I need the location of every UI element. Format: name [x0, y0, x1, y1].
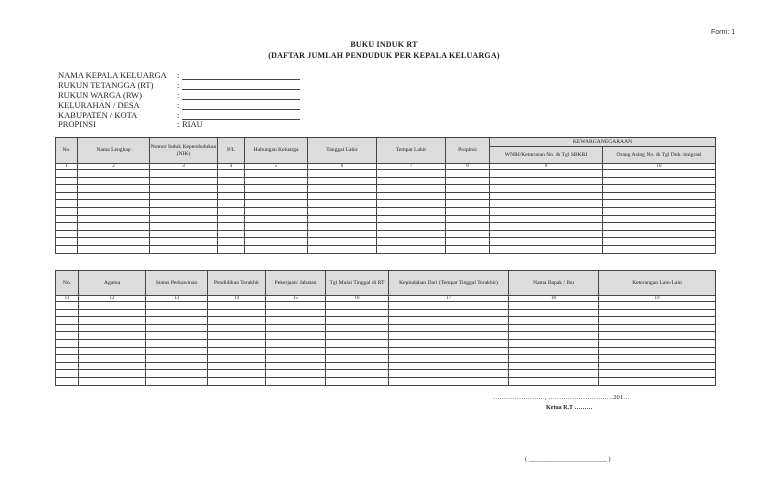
table-cell[interactable] [509, 355, 599, 363]
column-number: 6 [308, 164, 377, 170]
table-cell[interactable] [377, 238, 446, 246]
column-number: 1 [56, 164, 78, 170]
table-cell[interactable] [308, 223, 377, 231]
table-cell[interactable] [78, 223, 150, 231]
table-row [56, 370, 716, 378]
table-cell[interactable] [308, 200, 377, 208]
field-colon: : [177, 70, 180, 80]
column-number: 7 [377, 164, 446, 170]
table-cell[interactable] [245, 238, 308, 246]
table-cell[interactable] [326, 332, 389, 340]
table-cell[interactable] [79, 309, 146, 317]
form-number: Form: 1 [711, 29, 736, 36]
table-cell[interactable] [599, 370, 716, 378]
col-header-orang-asing: Orang Asing No. & Tgl Dok. imigrasi [603, 147, 716, 164]
table-cell[interactable] [446, 230, 490, 238]
table-cell[interactable] [208, 362, 266, 370]
table-cell[interactable] [490, 223, 603, 231]
column-number: 15 [266, 296, 326, 302]
table-cell[interactable] [245, 177, 308, 185]
table-cell[interactable] [446, 245, 490, 253]
field-blank-line [182, 79, 300, 80]
field-colon: : [177, 119, 180, 130]
field-blank-line [182, 89, 300, 90]
table-cell[interactable] [208, 339, 266, 347]
table-cell[interactable] [146, 324, 208, 332]
table-cell[interactable] [509, 309, 599, 317]
table-cell[interactable] [490, 170, 603, 178]
table-cell[interactable] [509, 347, 599, 355]
table-row [56, 230, 716, 238]
table-cell[interactable] [146, 370, 208, 378]
table-cell[interactable] [150, 200, 218, 208]
field-label: RUKUN WARGA (RW) [58, 89, 142, 100]
table-row [56, 377, 716, 385]
table-cell[interactable] [490, 200, 603, 208]
col-header-kepindahan-dari: Kepindahan Dari (Tempat Tinggal Terakhir) [389, 271, 509, 296]
table-cell[interactable] [377, 215, 446, 223]
table-row [56, 177, 716, 185]
table-cell[interactable] [56, 355, 79, 363]
table-cell[interactable] [79, 370, 146, 378]
table-cell[interactable] [446, 192, 490, 200]
table-cell[interactable] [308, 192, 377, 200]
table-row [56, 223, 716, 231]
table-row [56, 362, 716, 370]
table-cell[interactable] [326, 324, 389, 332]
table-cell[interactable] [599, 347, 716, 355]
table-cell[interactable] [490, 177, 603, 185]
table-cell[interactable] [56, 309, 79, 317]
field-colon: : [177, 79, 180, 90]
col-header-agama: Agama [79, 271, 146, 296]
field-colon: : [177, 89, 180, 100]
table-cell[interactable] [79, 302, 146, 310]
table-cell[interactable] [599, 309, 716, 317]
table-cell[interactable] [208, 324, 266, 332]
table-cell[interactable] [509, 317, 599, 325]
table-cell[interactable] [79, 332, 146, 340]
table-cell[interactable] [245, 230, 308, 238]
table-cell[interactable] [308, 177, 377, 185]
table-cell[interactable] [218, 223, 245, 231]
field-blank-line [182, 99, 300, 100]
column-number: 8 [446, 164, 490, 170]
table-cell[interactable] [603, 192, 716, 200]
table-cell[interactable] [78, 185, 150, 193]
table-cell[interactable] [326, 302, 389, 310]
table-cell[interactable] [446, 177, 490, 185]
table-cell[interactable] [308, 230, 377, 238]
table-row [56, 317, 716, 325]
table-cell[interactable] [56, 302, 79, 310]
table-cell[interactable] [56, 207, 78, 215]
table-cell[interactable] [245, 223, 308, 231]
table-cell[interactable] [509, 324, 599, 332]
table-cell[interactable] [446, 200, 490, 208]
table-cell[interactable] [150, 177, 218, 185]
table-cell[interactable] [79, 324, 146, 332]
table-cell[interactable] [78, 192, 150, 200]
table-cell[interactable] [603, 223, 716, 231]
table-cell[interactable] [509, 302, 599, 310]
column-number: 14 [208, 296, 266, 302]
table-cell[interactable] [79, 339, 146, 347]
col-header-tanggal-lahir: Tanggal Lahir [308, 138, 377, 164]
table-cell[interactable] [56, 377, 79, 385]
table-row [56, 355, 716, 363]
table-cell[interactable] [150, 215, 218, 223]
column-number: 4 [218, 164, 245, 170]
table-cell[interactable] [78, 215, 150, 223]
table-cell[interactable] [78, 245, 150, 253]
table-cell[interactable] [146, 317, 208, 325]
table-cell[interactable] [150, 223, 218, 231]
table-cell[interactable] [509, 377, 599, 385]
table-cell[interactable] [326, 362, 389, 370]
signature-role: Ketua R.T ……… [546, 405, 593, 411]
table-cell[interactable] [490, 192, 603, 200]
table-cell[interactable] [266, 377, 326, 385]
table-cell[interactable] [78, 238, 150, 246]
col-header-pekerjaan-jabatan: Pekerjaan/ Jabatan [266, 271, 326, 296]
table-cell[interactable] [599, 317, 716, 325]
table-cell[interactable] [218, 245, 245, 253]
table-cell[interactable] [56, 170, 78, 178]
table-cell[interactable] [218, 177, 245, 185]
table-cell[interactable] [326, 309, 389, 317]
table-cell[interactable] [377, 192, 446, 200]
col-header-no: No. [56, 271, 79, 296]
table-row [56, 215, 716, 223]
table-cell[interactable] [79, 377, 146, 385]
table-cell[interactable] [245, 207, 308, 215]
table-cell[interactable] [389, 370, 509, 378]
table-cell[interactable] [377, 200, 446, 208]
table-cell[interactable] [308, 215, 377, 223]
table-cell[interactable] [599, 362, 716, 370]
table-cell[interactable] [56, 215, 78, 223]
table-cell[interactable] [377, 185, 446, 193]
table-cell[interactable] [78, 170, 150, 178]
table-cell[interactable] [56, 200, 78, 208]
table-cell[interactable] [377, 245, 446, 253]
table-cell[interactable] [208, 355, 266, 363]
table-cell[interactable] [599, 339, 716, 347]
table-cell[interactable] [509, 332, 599, 340]
table-row [56, 347, 716, 355]
table-cell[interactable] [218, 230, 245, 238]
table-cell[interactable] [389, 309, 509, 317]
table-cell[interactable] [150, 192, 218, 200]
table-cell[interactable] [599, 377, 716, 385]
table-cell[interactable] [603, 245, 716, 253]
column-number: 11 [56, 296, 79, 302]
table-cell[interactable] [56, 185, 78, 193]
document-title: BUKU INDUK RT [350, 40, 418, 49]
col-header-nama-bapak-ibu: Nama Bapak / Ibu [509, 271, 599, 296]
table-cell[interactable] [599, 332, 716, 340]
document-subtitle: (DAFTAR JUMLAH PENDUDUK PER KEPALA KELUARGA) [268, 51, 500, 60]
table-cell[interactable] [490, 245, 603, 253]
column-number: 19 [599, 296, 716, 302]
table-cell[interactable] [446, 170, 490, 178]
table-cell[interactable] [266, 362, 326, 370]
col-header-pendidikan-terakhir: Pendidikan Terakhir [208, 271, 266, 296]
table-cell[interactable] [208, 370, 266, 378]
table-cell[interactable] [150, 207, 218, 215]
table-cell[interactable] [218, 238, 245, 246]
table-cell[interactable] [78, 207, 150, 215]
field-colon: : [177, 109, 180, 120]
table-cell[interactable] [266, 309, 326, 317]
table-cell[interactable] [389, 347, 509, 355]
column-number: 5 [245, 164, 308, 170]
col-header-nama-lengkap: Nama Lengkap [78, 138, 150, 164]
table-cell[interactable] [208, 317, 266, 325]
table-cell[interactable] [146, 339, 208, 347]
col-header-status-perkawinan: Status Perkawinan [146, 271, 208, 296]
table-cell[interactable] [245, 245, 308, 253]
table-cell[interactable] [446, 185, 490, 193]
table-row [56, 207, 716, 215]
table-cell[interactable] [56, 238, 78, 246]
table-cell[interactable] [150, 170, 218, 178]
field-label: RUKUN TETANGGA (RT) [58, 79, 154, 90]
table-cell[interactable] [266, 355, 326, 363]
table-cell[interactable] [266, 339, 326, 347]
table-cell[interactable] [56, 370, 79, 378]
table-cell[interactable] [208, 332, 266, 340]
table-cell[interactable] [599, 324, 716, 332]
column-number: 18 [509, 296, 599, 302]
table-cell[interactable] [377, 223, 446, 231]
table-cell[interactable] [218, 215, 245, 223]
table-cell[interactable] [266, 317, 326, 325]
table-cell[interactable] [603, 215, 716, 223]
table-row [56, 332, 716, 340]
table-cell[interactable] [245, 215, 308, 223]
table-cell[interactable] [326, 355, 389, 363]
table-cell[interactable] [56, 192, 78, 200]
column-number: 10 [603, 164, 716, 170]
table-cell[interactable] [446, 238, 490, 246]
table-cell[interactable] [603, 238, 716, 246]
field-value: RIAU [182, 119, 203, 130]
table-cell[interactable] [56, 230, 78, 238]
table-cell[interactable] [208, 309, 266, 317]
field-label: KELURAHAN / DESA [58, 99, 140, 110]
col-header-nik: Nomor Induk Kependudukan (NIK) [150, 138, 218, 164]
field-blank-line [182, 109, 300, 110]
table-cell[interactable] [490, 215, 603, 223]
table-cell[interactable] [389, 377, 509, 385]
table-cell[interactable] [146, 377, 208, 385]
table-cell[interactable] [603, 185, 716, 193]
table-cell[interactable] [150, 185, 218, 193]
table-row [56, 185, 716, 193]
table-body [56, 302, 716, 386]
table-row [56, 302, 716, 310]
field-label: NAMA KEPALA KELUARGA [58, 70, 167, 80]
table-cell[interactable] [56, 332, 79, 340]
table-cell[interactable] [146, 332, 208, 340]
table-cell[interactable] [79, 355, 146, 363]
table-cell[interactable] [509, 362, 599, 370]
table-cell[interactable] [326, 339, 389, 347]
table-cell[interactable] [79, 347, 146, 355]
table-cell[interactable] [266, 370, 326, 378]
resident-table-1 [55, 137, 716, 254]
table-row [56, 309, 716, 317]
table-cell[interactable] [56, 223, 78, 231]
table-cell[interactable] [603, 207, 716, 215]
field-colon: : [177, 99, 180, 110]
table-cell[interactable] [603, 170, 716, 178]
table-cell[interactable] [490, 185, 603, 193]
table-cell[interactable] [56, 339, 79, 347]
table-cell[interactable] [389, 302, 509, 310]
table-row [56, 324, 716, 332]
resident-table-2 [55, 270, 716, 386]
column-number: 13 [146, 296, 208, 302]
col-header-hubungan-keluarga: Hubungan Keluarga [245, 138, 308, 164]
table-cell[interactable] [308, 185, 377, 193]
table-cell[interactable] [446, 223, 490, 231]
table-cell[interactable] [150, 238, 218, 246]
table-row [56, 245, 716, 253]
table-cell[interactable] [150, 230, 218, 238]
table-cell[interactable] [326, 347, 389, 355]
table-row [56, 192, 716, 200]
col-header-kewarganegaraan: KEWARGANEGARAAN [490, 138, 716, 147]
table-cell[interactable] [326, 317, 389, 325]
table-cell[interactable] [79, 317, 146, 325]
table-cell[interactable] [599, 355, 716, 363]
table-cell[interactable] [208, 302, 266, 310]
table-cell[interactable] [245, 200, 308, 208]
table-cell[interactable] [377, 170, 446, 178]
col-header-tgl-mulai-tinggal: Tgl Mulai Tinggal di RT [326, 271, 389, 296]
table-cell[interactable] [146, 347, 208, 355]
table-cell[interactable] [150, 245, 218, 253]
table-cell[interactable] [490, 207, 603, 215]
table-cell[interactable] [146, 362, 208, 370]
table-cell[interactable] [218, 200, 245, 208]
table-cell[interactable] [599, 302, 716, 310]
table-cell[interactable] [266, 332, 326, 340]
table-cell[interactable] [218, 185, 245, 193]
table-cell[interactable] [208, 377, 266, 385]
table-cell[interactable] [326, 377, 389, 385]
table-cell[interactable] [245, 170, 308, 178]
table-cell[interactable] [245, 185, 308, 193]
table-cell[interactable] [56, 245, 78, 253]
table-cell[interactable] [78, 177, 150, 185]
col-header-keterangan: Keterangan Lain-Lain [599, 271, 716, 296]
col-header-no: No. [56, 138, 78, 164]
signature-place-date: ……………………, …………………………201… [493, 394, 630, 401]
field-label: PROPINSI [58, 119, 96, 130]
table-cell[interactable] [389, 317, 509, 325]
table-cell[interactable] [389, 355, 509, 363]
column-number: 3 [150, 164, 218, 170]
table-cell[interactable] [490, 230, 603, 238]
table-cell[interactable] [218, 207, 245, 215]
table-cell[interactable] [603, 177, 716, 185]
table-cell[interactable] [377, 207, 446, 215]
table-cell[interactable] [78, 230, 150, 238]
table-cell[interactable] [208, 347, 266, 355]
table-cell[interactable] [245, 192, 308, 200]
table-cell[interactable] [446, 207, 490, 215]
table-cell[interactable] [56, 324, 79, 332]
col-header-tempat-lahir: Tempat Lahir [377, 138, 446, 164]
table-body [56, 170, 716, 254]
table-cell[interactable] [56, 317, 79, 325]
table-cell[interactable] [218, 170, 245, 178]
table-cell[interactable] [146, 309, 208, 317]
table-cell[interactable] [308, 170, 377, 178]
table-cell[interactable] [389, 339, 509, 347]
table-cell[interactable] [446, 215, 490, 223]
table-cell[interactable] [308, 245, 377, 253]
table-cell[interactable] [79, 362, 146, 370]
table-cell[interactable] [218, 192, 245, 200]
table-cell[interactable] [146, 302, 208, 310]
table-cell[interactable] [266, 324, 326, 332]
field-label: KABUPATEN / KOTA [58, 109, 138, 120]
table-cell[interactable] [509, 370, 599, 378]
column-number: 9 [490, 164, 603, 170]
table-cell[interactable] [377, 230, 446, 238]
table-cell[interactable] [56, 347, 79, 355]
col-header-propinsi: Propinsi [446, 138, 490, 164]
table-cell[interactable] [308, 207, 377, 215]
table-cell[interactable] [266, 347, 326, 355]
signature-name-line: ( ________________________ ) [525, 456, 611, 463]
table-cell[interactable] [389, 332, 509, 340]
table-cell[interactable] [266, 302, 326, 310]
table-cell[interactable] [326, 370, 389, 378]
table-cell[interactable] [603, 230, 716, 238]
column-number: 16 [326, 296, 389, 302]
col-header-wnri-keturunan: WNRI/Keturunan No. & Tgl SBKRI [490, 147, 603, 164]
col-header-pl: P/L [218, 138, 245, 164]
table-cell[interactable] [56, 177, 78, 185]
table-cell[interactable] [308, 238, 377, 246]
table-cell[interactable] [509, 339, 599, 347]
table-cell[interactable] [78, 200, 150, 208]
column-number: 2 [78, 164, 150, 170]
table-cell[interactable] [389, 362, 509, 370]
column-number: 12 [79, 296, 146, 302]
column-number: 17 [389, 296, 509, 302]
table-cell[interactable] [377, 177, 446, 185]
table-row [56, 339, 716, 347]
table-cell[interactable] [603, 200, 716, 208]
table-row [56, 238, 716, 246]
table-row [56, 200, 716, 208]
table-cell[interactable] [490, 238, 603, 246]
table-row [56, 170, 716, 178]
table-cell[interactable] [56, 362, 79, 370]
table-cell[interactable] [146, 355, 208, 363]
table-cell[interactable] [389, 324, 509, 332]
